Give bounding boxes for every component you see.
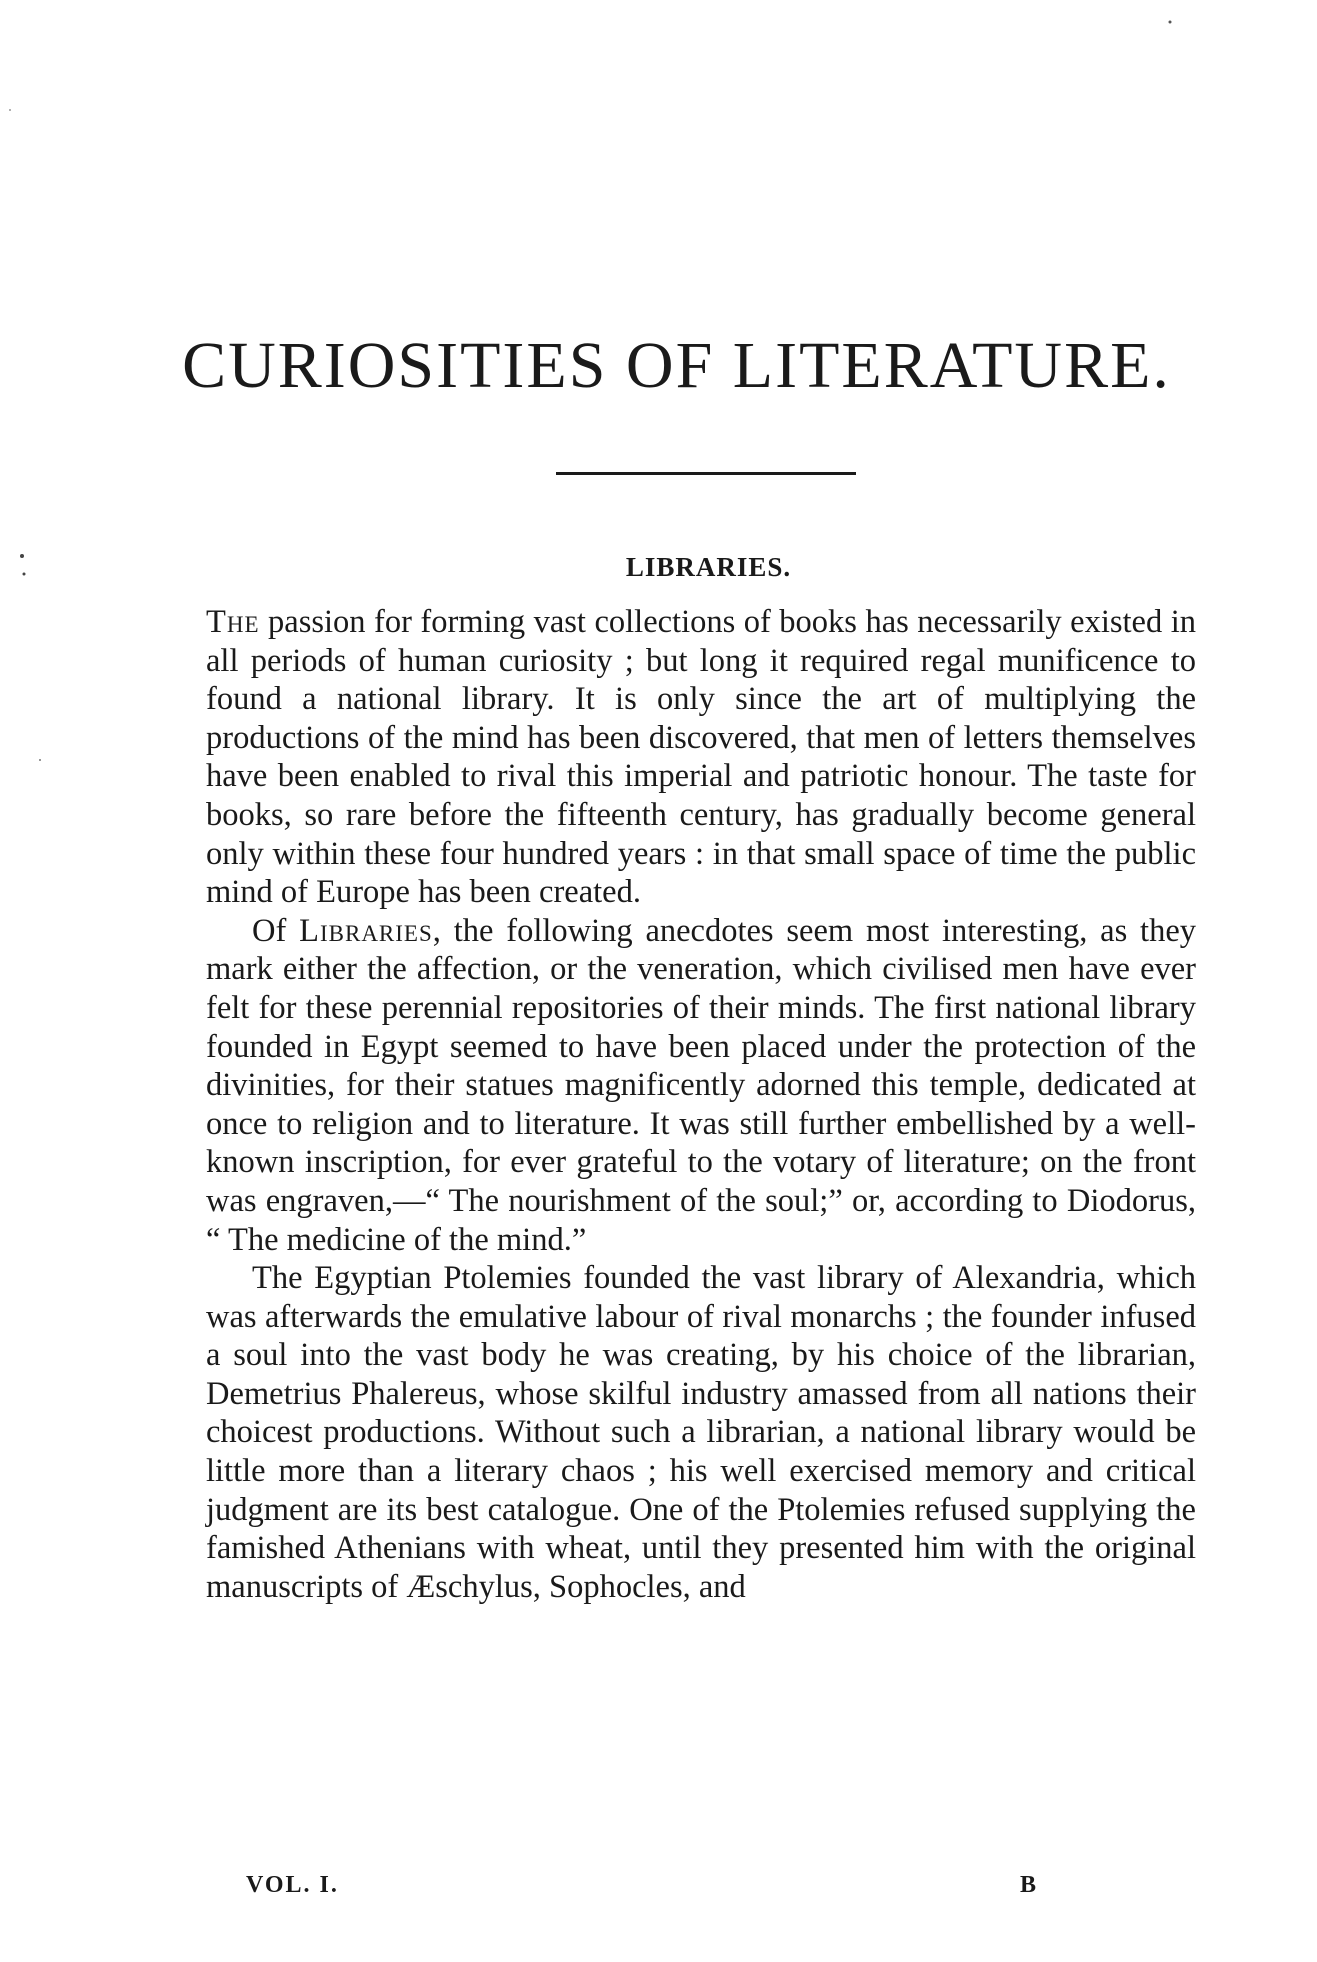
page-footer (0, 1872, 1317, 1912)
speck (20, 554, 24, 558)
body-text (206, 603, 1196, 1606)
paragraph-1-lead: The (206, 604, 260, 640)
speck (9, 109, 11, 111)
paragraph-3 (206, 1259, 1196, 1606)
paragraph-3-text: The Egyptian Ptolemies founded the vast library of Alexandria, which was afterwards the emulative labour of rival monarchs ; the founder infused a soul into the vast body he was creating, by his choice of the librarian, Demetrius Phalereus, whose skilful industry amassed from all nations their choicest productions. Without such a librarian, a national library would be little more than a literary chaos ; his well exercised memory and critical judgment are its best catalogue. One of the Ptolemies refused supplying the famished Athenians with wheat, until they presented him with the original manuscripts of Æschylus, Sophocles, and (206, 1260, 1196, 1605)
paragraph-1 (206, 603, 1196, 912)
title-rule (556, 472, 856, 475)
speck (39, 759, 41, 761)
paragraph-2-text: , the following anecdotes seem most interesting, as they mark either the affection, or the veneration, which civilised men have ever felt for these perennial repositories of their minds. The first national library founded in Egypt seemed to have been placed under the protection of the divinities, for their statues magnificently adorned this temple, dedicated at once to religion and to literature. It was still further embellished by a well-known inscription, for ever grateful to the votary of literature; on the front was engraven,—“ The nourishment of the soul;” or, according to Diodorus, “ The medicine of the mind.” (206, 912, 1197, 1258)
speck (23, 573, 26, 576)
paragraph-2 (206, 912, 1196, 1259)
paragraph-2-before: Of (252, 912, 300, 949)
volume-mark: VOL. I. (246, 1872, 339, 1898)
section-heading: LIBRARIES. (625, 552, 792, 582)
signature-mark: B (1020, 1872, 1039, 1898)
paragraph-2-smallcaps: Libraries (299, 912, 433, 949)
book-title: CURIOSITIES OF LITERATURE. (182, 329, 1171, 402)
speck (1169, 21, 1172, 24)
paragraph-1-text: passion for forming vast collections of books has necessarily existed in all periods of human curiosity ; but long it required regal munificence to found a national library. It is only since the art of multiplying the productions of the mind has been discovered, that men of letters themselves have been enabled to rival this imperial and patriotic honour. The taste for books, so rare before the fifteenth century, has gradually become general only within these four hundred years : in that small space of time the public mind of Europe has been created. (206, 604, 1196, 911)
